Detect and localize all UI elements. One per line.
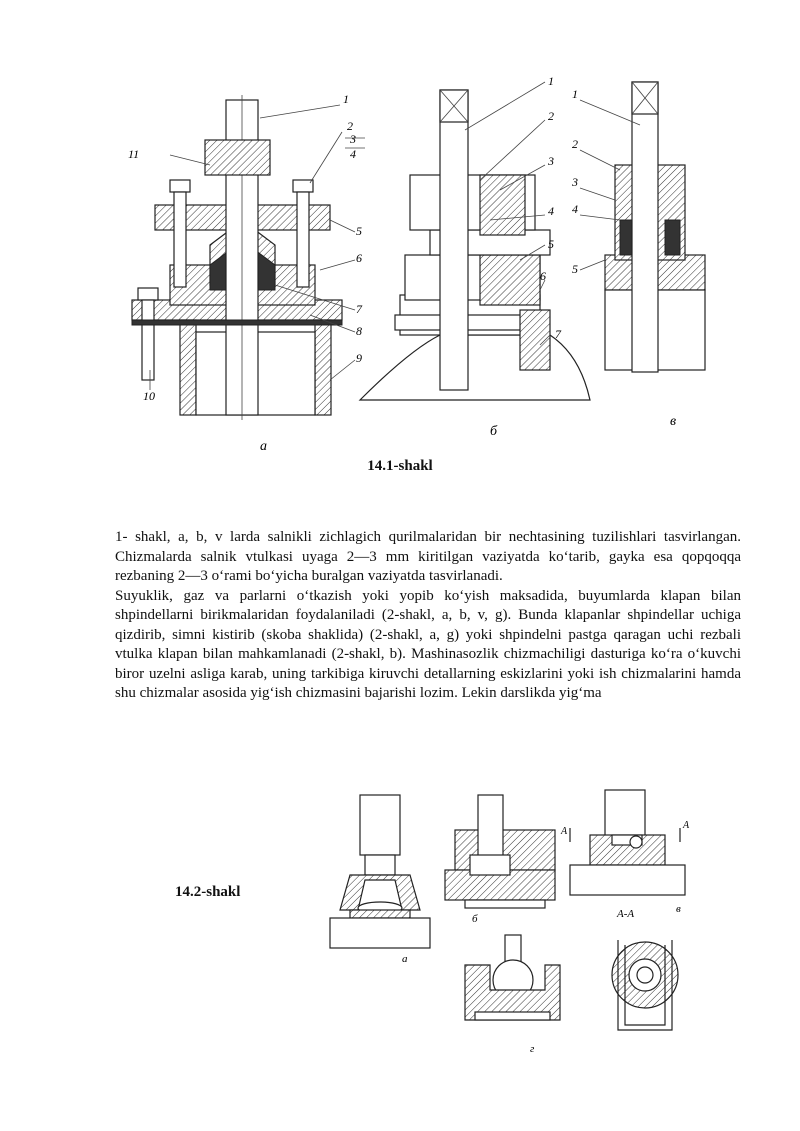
view-a-label: a (260, 439, 267, 454)
callout-b-2: 2 (548, 109, 554, 123)
callout-a-1: 1 (343, 92, 349, 106)
view-2v-label: в (676, 903, 681, 915)
callout-a-11: 11 (128, 147, 140, 161)
view-2v (560, 790, 690, 920)
callout-v-4: 4 (572, 202, 578, 216)
callout-v-5: 5 (572, 262, 578, 276)
callout-a-10: 10 (143, 389, 155, 403)
section-title: A-A (617, 908, 635, 920)
figure-14-1-drawing (110, 70, 710, 460)
view-2a (330, 795, 430, 965)
view-b (360, 74, 590, 439)
body-text (115, 528, 741, 704)
view-2a-label: a (402, 953, 408, 965)
callout-v-2: 2 (572, 137, 578, 151)
callout-a-5: 5 (356, 224, 362, 238)
view-v (571, 82, 705, 429)
figure-14-1-caption: 14.1-shakl (367, 458, 433, 474)
callout-b-3: 3 (548, 154, 554, 168)
callout-a-4: 4 (350, 147, 356, 161)
callout-b-5: 5 (548, 237, 554, 251)
view-2g-label: г (530, 1043, 535, 1055)
view-a (128, 92, 365, 454)
view-2b (445, 795, 555, 925)
view-2g (465, 935, 678, 1055)
callout-a-8: 8 (356, 324, 362, 338)
callout-b-4: 4 (548, 204, 554, 218)
callout-a-2: 2 (347, 119, 353, 133)
section-mark-right: A (683, 820, 690, 831)
figure-14-2-caption: 14.2-shakl (175, 884, 241, 900)
callout-b-1: 1 (548, 74, 554, 88)
view-v-label: в (670, 414, 677, 429)
paragraph-1: 1- shakl, a, b, v larda salnikli zichlagich qurilmalaridan bir nechtasining tuzilishlari tasvirlangan. Chizmalarda salnik vtulkasi uyaga 2—3 mm kiritilgan vaziyatda ko‘tarib, gayka esa qopqoqqa rezbaning 2—3 o‘rami bo‘yicha buralgan vaziyatda tasvirlanadi. (115, 529, 741, 584)
callout-v-3: 3 (572, 175, 578, 189)
callout-a-9: 9 (356, 351, 362, 365)
figure-14-2-drawing (320, 780, 720, 1060)
callout-a-7: 7 (356, 302, 362, 316)
callout-a-3: 3 (350, 132, 356, 146)
section-mark-left: A (561, 826, 568, 837)
callout-v-1: 1 (572, 87, 578, 101)
callout-a-6: 6 (356, 251, 362, 265)
view-b-label: б (490, 424, 498, 439)
callout-b-6: 6 (540, 269, 546, 283)
callout-b-7: 7 (555, 327, 561, 341)
paragraph-2: Suyuklik, gaz va parlarni o‘tkazish yoki yopib ko‘yish maksadida, buyumlarda klapan bilan shpindellarni birikmalaridan foydalaniladi (2-shakl, a, b, v, g). Bunda klapanlar shpindellar uchiga qizdirib, simni kistirib (skoba shaklida) (2-shakl, a, g) yoki shpindelni pastga qaragan uchi rezbali vtulka klapan bilan mahkamlanadi (2-shakl, b). Mashinasozlik chizmachiligi dasturiga ko‘ra o‘kuvchi biror uzelni asliga karab, uning tarkibiga kiruvchi detallarning eskizlarini yoki ish chizmalarini hamda shu chizmalar asosida yig‘ish chizmasini bajarishi lozim. Lekin darslikda yig‘ma (115, 587, 741, 701)
view-2b-label: б (472, 913, 478, 925)
